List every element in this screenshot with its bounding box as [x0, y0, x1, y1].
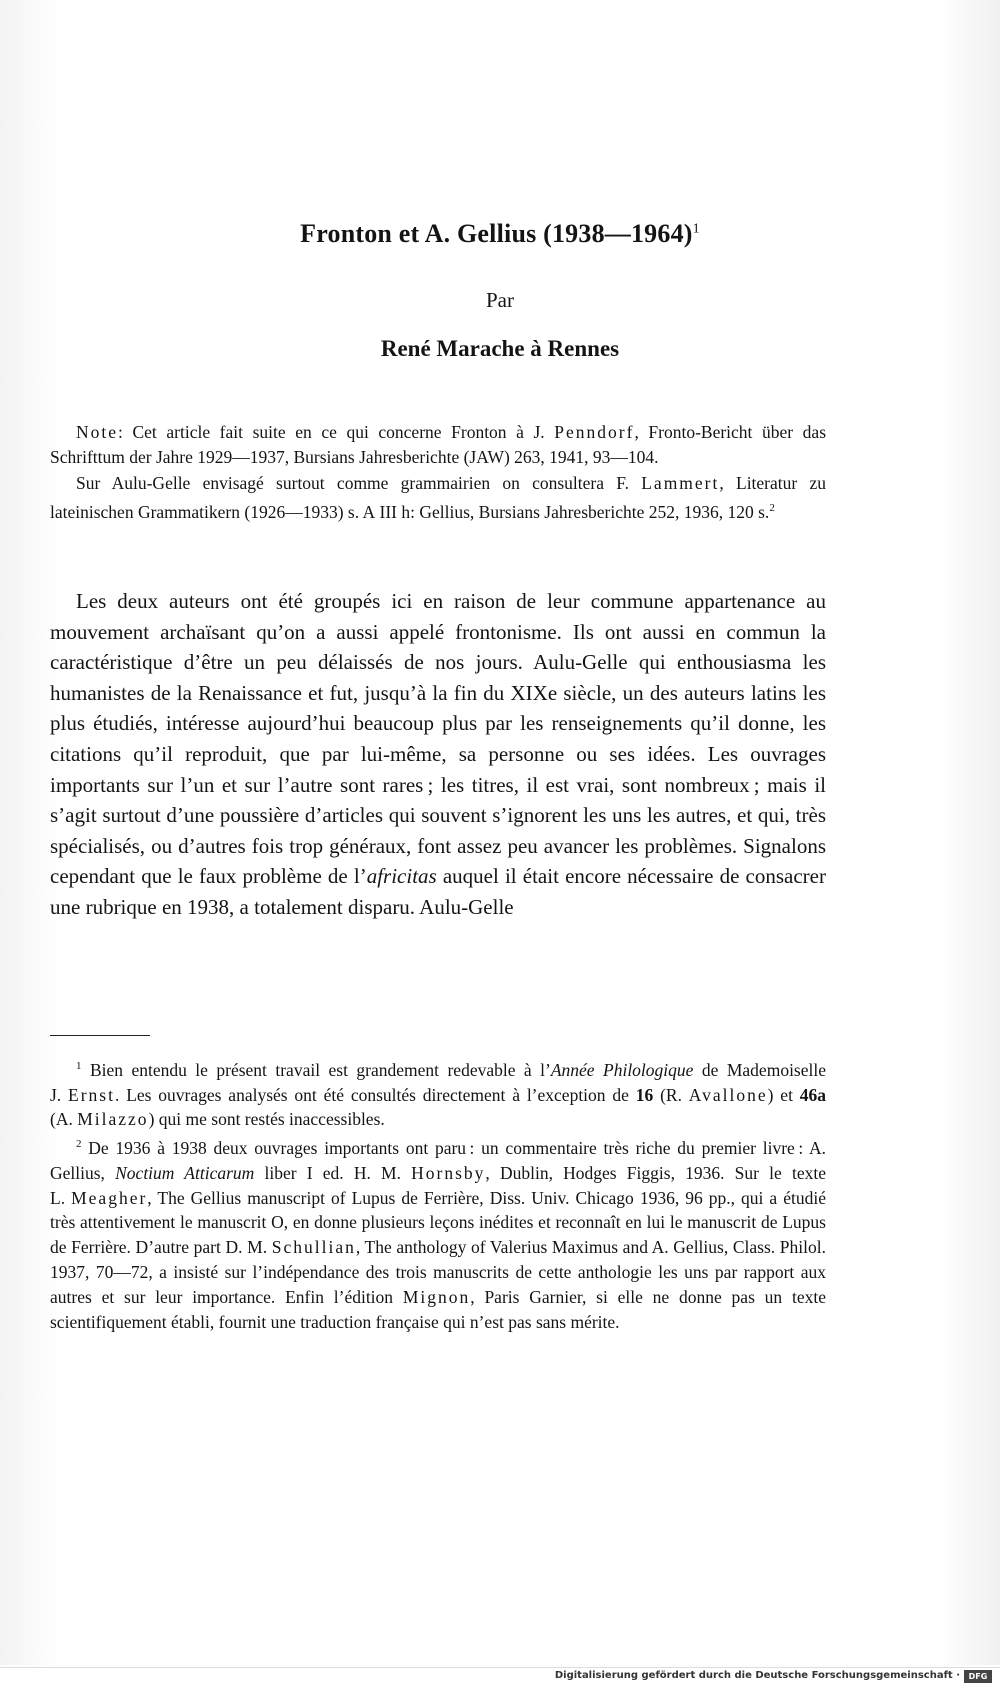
footnote-text: (A.: [50, 1109, 78, 1130]
author-ref: Penndorf: [554, 422, 635, 442]
footnote-text: liber I ed. H. M.: [254, 1162, 412, 1183]
footnotes: [50, 1054, 826, 1334]
main-text: [50, 586, 826, 923]
footnote-text: , The Gellius manuscript of Lupus de Ferrière, Diss. Univ. Chicago 1936, 96 pp., qui a étudié très attentivement le manuscrit O, en donne plusieurs leçons inédites et reconnaît en lui le manuscrit de Lupus de Ferrière. D’autre part D. M.: [50, 1187, 826, 1258]
body-text: Les deux auteurs ont été groupés ici en raison de leur commune appartenance au mouvement archaïsant qu’on a aussi appelé frontonisme. Ils ont aussi en commun la caractéristique d’être un peu délaissés de nos jours. Aulu-Gelle qui enthousiasma les humanistes de la Renaissance et fut, jusqu’à la fin du XIXe siècle, un des auteurs latins les plus étudiés, intéresse aujourd’hui beaucoup plus par les renseignements qu’il donne, les citations qu’il reproduit, que par lui-même, sa personne ou ses idées. Les ouvrages importants sur l’un et sur l’autre sont rares ; les titres, il est vrai, sont nombreux ; mais il s’agit surtout d’une poussière d’articles qui souvent s’ignorent les uns les autres, et qui, très spécialisés, ou d’autres fois trop généraux, font assez peu avancer les problèmes. Signalons cependant que le faux problème de l’: [50, 589, 826, 889]
article-title-text: Fronton et A. Gellius (1938—1964): [300, 219, 693, 248]
ref-number: 16: [635, 1084, 654, 1105]
footnote-italic: Année Philologique: [550, 1059, 694, 1080]
note-text: , Literatur zu lateinischen Grammatikern (1926—1933) s. A III h: Gellius, Bursians Jahresberichte 252, 1936, 120 s.: [50, 472, 826, 523]
author-ref: Lammert: [641, 472, 720, 493]
footnote-mark: 2: [769, 502, 775, 515]
footnote-text: , Paris Garnier, si elle ne donne pas un texte scientifiquement établi, fournit une traduction française qui n’est pas sans mérite.: [50, 1286, 826, 1332]
footnote-italic: Noctium Atticarum: [115, 1162, 255, 1183]
note-label: Note: [76, 422, 119, 442]
author-ref: Meagher: [71, 1187, 148, 1208]
note-text: , Fronto-Bericht über das Schrifttum der Jahre 1929—1937, Bursians Jahresberichte (JAW) 263, 1941, 93—104.: [50, 422, 827, 468]
footnote-text: , Dublin, Hodges Figgis, 1936. Sur le texte L.: [50, 1162, 826, 1208]
footnote-text: . Les ouvrages analysés ont été consultés directement à l’exception de: [114, 1084, 636, 1105]
body-paragraph: [50, 586, 826, 923]
author-ref: Avallone: [688, 1084, 768, 1105]
body-text: auquel il était encore nécessaire de consacrer une rubrique en 1938, a totalement disparu. Aulu-Gelle: [50, 864, 826, 919]
dfg-logo-icon: DFG: [964, 1670, 992, 1683]
title-footnote-mark: 1: [692, 221, 700, 237]
author-ref: Schullian: [271, 1237, 356, 1258]
footnote-mark: 2: [76, 1138, 82, 1151]
editorial-note: [50, 420, 826, 525]
author-name: René Marache à Rennes: [380, 336, 620, 361]
author-ref: Milazzo: [77, 1109, 149, 1130]
author-ref: Mignon: [402, 1286, 471, 1307]
footer-credit: Digitalisierung gefördert durch die Deutsche Forschungsgemeinschaft ·: [554, 1670, 960, 1681]
footnote-text: ) et: [767, 1084, 800, 1105]
footnote-text: de Mademoiselle J.: [50, 1059, 826, 1105]
footnote-text: ) qui me sont restés inaccessibles.: [148, 1109, 385, 1130]
note-text: : Cet article fait suite en ce qui concerne Fronton à J.: [118, 422, 555, 442]
note-paragraph-1: [50, 420, 826, 471]
footnote-text: De 1936 à 1938 deux ouvrages importants ont paru : un commentaire très riche du premier livre : A. Gellius,: [50, 1138, 826, 1183]
footnote-text: Bien entendu le présent travail est grandement redevable à l’: [81, 1059, 551, 1080]
note-paragraph-2: [50, 471, 826, 526]
article-title: [0, 219, 1000, 249]
footnote-mark: 1: [76, 1060, 82, 1072]
author-ref: Hornsby: [411, 1162, 486, 1183]
byline-par: Par: [486, 288, 514, 312]
note-text: Sur Aulu-Gelle envisagé surtout comme grammairien on consultera F.: [76, 472, 642, 493]
author-ref: Ernst: [68, 1084, 115, 1105]
footnote-rule: [50, 1035, 150, 1036]
footnote-text: (R.: [653, 1084, 689, 1105]
ref-number: 46a: [799, 1084, 827, 1105]
footnote-1: [50, 1054, 826, 1132]
footnote-text: , The anthology of Valerius Maximus and A. Gellius, Class. Philol. 1937, 70—72, a insisté sur l’indépendance des trois manuscrits de cette anthologie les uns par rapport aux autres et sur leur importance. Enfin l’édition: [50, 1237, 826, 1307]
footnote-2: [50, 1132, 826, 1334]
body-italic: africitas: [366, 864, 437, 889]
digitization-footer: [0, 1667, 1000, 1686]
